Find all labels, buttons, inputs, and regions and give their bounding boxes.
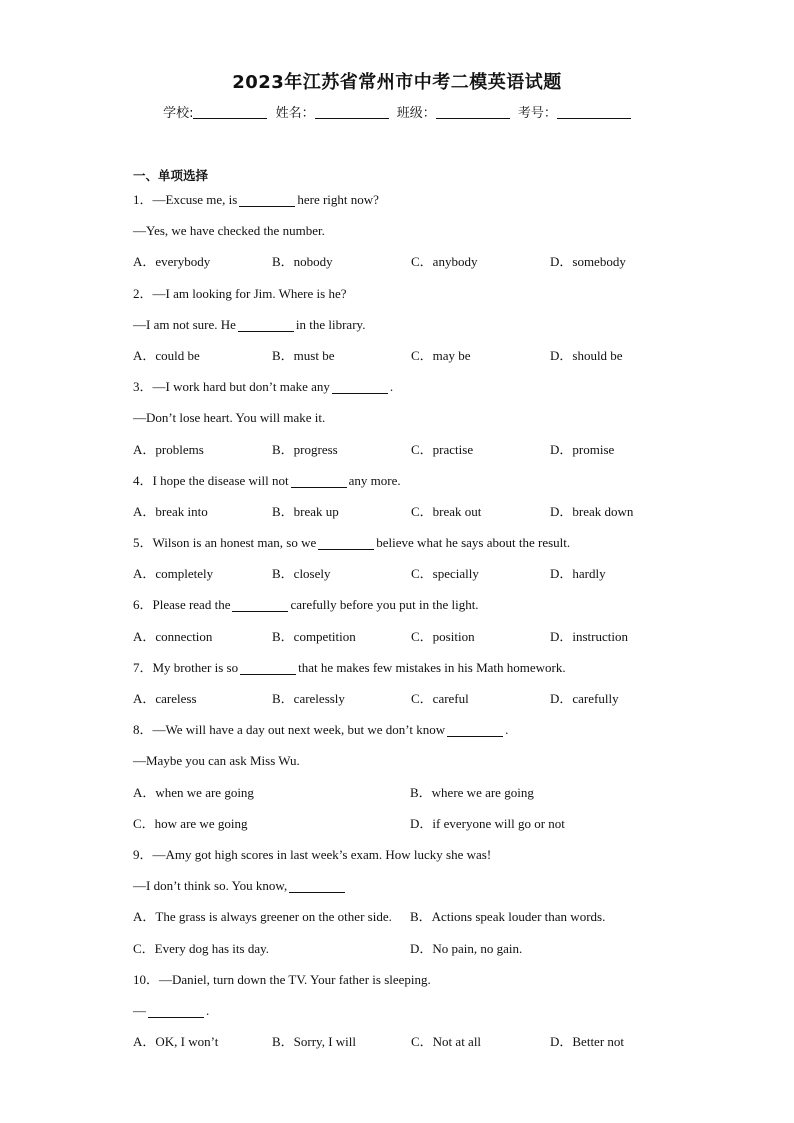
option-a[interactable]: A．OK, I won’t [133,1034,219,1050]
option-a[interactable]: A．The grass is always greener on the other side. [133,909,392,925]
options-row [133,689,693,720]
option-d[interactable]: D．should be [550,347,623,363]
question-reply: —Yes, we have checked the number. [133,223,325,239]
page-title: 2023年江苏省常州市中考二模英语试题 [232,72,562,93]
option-a[interactable]: A．everybody [133,254,211,270]
option-c[interactable]: C．Not at all [411,1034,482,1050]
text-segment: . [206,1002,210,1018]
option-c[interactable]: C．position [411,628,475,644]
text-segment: here right now? [297,192,379,207]
text-segment: 1．—Excuse me, is [133,192,238,207]
option-b[interactable]: B．closely [272,566,331,582]
option-a[interactable]: A．careless [133,691,197,706]
question-reply: —Don’t lose heart. You will make it. [133,410,326,426]
options-row [133,627,693,658]
text-segment: 9．—Amy got high scores in last week’s exam. How lucky she was! [133,846,492,862]
answer-blank[interactable] [289,892,345,893]
options-row [133,1032,693,1063]
text-segment: any more. [348,472,401,488]
school-blank[interactable] [193,118,267,119]
answer-blank[interactable] [240,674,296,675]
option-c[interactable]: C．specially [411,566,479,582]
option-c[interactable]: C．may be [411,347,471,363]
option-c[interactable]: C．break out [411,503,482,519]
question-stem [133,658,693,689]
options-row [133,939,693,970]
text-segment: 4．I hope the disease will not [133,472,289,488]
text-segment: —I am not sure. He [133,316,236,332]
question-reply: —Maybe you can ask Miss Wu. [133,753,300,769]
option-a[interactable]: A．problems [133,441,204,457]
option-c[interactable]: C．practise [411,441,474,457]
question-stem [133,970,693,1001]
exam-number-blank[interactable] [557,118,631,119]
text-segment: 5．Wilson is an honest man, so we [133,535,317,551]
answer-blank[interactable] [291,487,347,488]
option-b[interactable]: B．Actions speak louder than words. [410,909,606,925]
question-stem [133,190,693,221]
text-segment: 3．—I work hard but don’t make any [133,379,330,395]
answer-blank[interactable] [239,206,295,207]
option-b[interactable]: B．competition [272,628,356,644]
option-a[interactable]: A．completely [133,566,214,582]
text-segment: . [389,379,394,395]
text-segment: . [505,722,509,738]
option-d[interactable]: D．somebody [550,254,626,270]
option-b[interactable]: B．must be [272,347,335,363]
option-a[interactable]: A．could be [133,347,200,363]
option-b[interactable]: B．progress [272,441,338,457]
answer-blank[interactable] [318,549,374,550]
answer-blank[interactable] [332,393,388,394]
text-segment: carefully before you put in the light. [290,597,479,613]
option-b[interactable]: B．Sorry, I will [272,1034,357,1050]
text-segment: believe what he says about the result. [376,535,571,551]
name-blank[interactable] [315,118,389,119]
text-segment: 10．—Daniel, turn down the TV. Your father is sleeping. [133,971,431,987]
exam-number-label: 考号： [517,106,557,121]
question-stem [133,471,693,502]
option-a[interactable]: A．connection [133,628,213,644]
option-d[interactable]: D．instruction [550,628,628,644]
question-reply [133,315,693,346]
option-d[interactable]: D．No pain, no gain. [410,940,523,956]
option-c[interactable]: C．Every dog has its day. [133,940,269,956]
option-c[interactable]: C．how are we going [133,815,248,831]
text-segment: in the library. [295,316,366,332]
option-d[interactable]: D．Better not [550,1034,625,1050]
question-stem [133,845,693,876]
text-segment: that he makes few mistakes in his Math homework. [298,659,566,675]
option-c[interactable]: C．anybody [411,254,478,270]
question-stem [133,284,693,315]
text-segment: — [133,1002,146,1018]
text-segment: 6．Please read the [133,597,231,613]
options-row [133,907,693,938]
text-segment: 8．—We will have a day out next week, but we don’t know [133,722,446,738]
option-b[interactable]: B．nobody [272,254,333,270]
class-label: 班级： [396,106,436,121]
text-segment: 2．—I am looking for Jim. Where is he? [133,285,347,301]
options-row [133,440,693,471]
options-row [133,783,693,814]
answer-blank[interactable] [238,331,294,332]
question-stem [133,533,693,564]
school-label: 学校: [163,106,194,121]
options-row [133,252,693,283]
text-segment: —I don’t think so. You know, [133,878,288,894]
question-reply [133,1001,693,1032]
options-row [133,814,693,845]
option-d[interactable]: D．carefully [550,691,619,706]
option-d[interactable]: D．hardly [550,566,606,582]
options-row [133,564,693,595]
option-b[interactable]: B．break up [272,503,339,519]
answer-blank[interactable] [447,736,503,737]
student-info-line [0,102,794,121]
section-title: 一、单项选择 [133,168,209,183]
option-b[interactable]: B．carelessly [272,691,345,706]
option-b[interactable]: B．where we are going [410,784,534,800]
text-segment: 7．My brother is so [133,659,239,675]
option-c[interactable]: C．careful [411,691,469,706]
answer-blank[interactable] [148,1017,204,1018]
option-d[interactable]: D．break down [550,503,634,519]
options-row [133,346,693,377]
question-reply [133,876,693,907]
question-stem [133,720,693,751]
name-label: 姓名： [275,106,315,121]
question-stem [133,595,693,626]
option-d[interactable]: D．promise [550,441,615,457]
option-a[interactable]: A．break into [133,503,208,519]
class-blank[interactable] [436,118,510,119]
option-d[interactable]: D．if everyone will go or not [410,815,565,831]
option-a[interactable]: A．when we are going [133,784,254,800]
question-stem [133,377,693,408]
options-row [133,502,693,533]
answer-blank[interactable] [232,611,288,612]
question-list [133,190,693,1063]
